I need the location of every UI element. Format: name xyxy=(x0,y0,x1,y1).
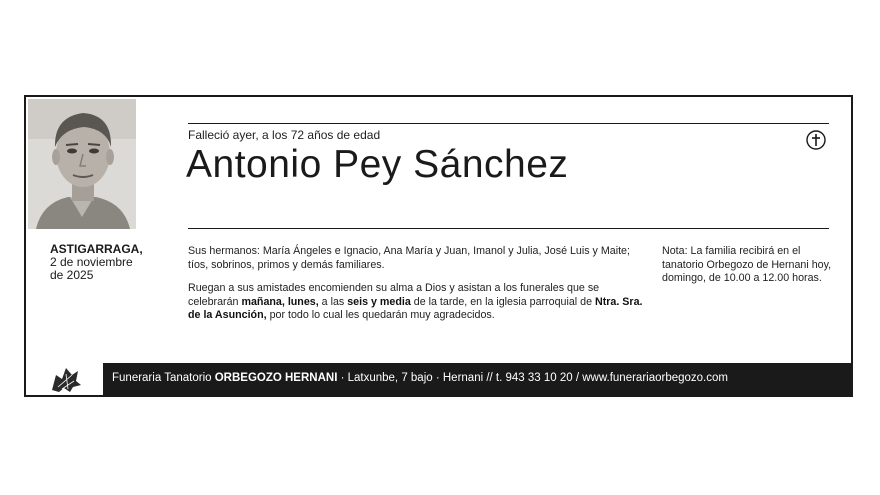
footer-prefix: Funeraria Tanatorio xyxy=(112,372,215,384)
footer-text xyxy=(112,372,728,384)
family-paragraph: Sus hermanos: María Ángeles e Ignacio, Ana María y Juan, Imanol y Julia, José Luis y Maite; tíos, sobrinos, primos y demás familiares. xyxy=(188,245,630,271)
notice-body xyxy=(188,245,648,333)
cross-icon xyxy=(806,130,826,150)
request-text-2: a las xyxy=(318,295,348,308)
request-text-4: por todo lo cual les quedarán muy agradecidos. xyxy=(266,309,495,321)
request-day: mañana, lunes, xyxy=(241,295,319,308)
deceased-name: Antonio Pey Sánchez xyxy=(186,143,569,186)
intro-text: Falleció ayer, a los 72 años de edad xyxy=(188,128,381,142)
request-time: seis y media xyxy=(347,295,411,308)
footer-details: · Latxunbe, 7 bajo · Hernani // t. 943 33 10 20 / www.funerariaorbegozo.com xyxy=(337,372,728,384)
request-text-1: Ruegan a sus amistades encomienden su alma a Dios y asistan a los funerales que se celebrarán xyxy=(188,282,600,308)
portrait-photo xyxy=(28,99,136,229)
place-name: ASTIGARRAGA, xyxy=(50,242,143,256)
visiting-note: Nota: La familia recibirá en el tanatorio Orbegozo de Hernani hoy, domingo, de 10.00 a 12.00 horas. xyxy=(662,245,832,284)
top-divider xyxy=(188,123,829,124)
request-text-3: de la tarde, en la iglesia parroquial de xyxy=(410,295,595,308)
date-line-2: de 2025 xyxy=(50,268,94,282)
date-line-1: 2 de noviembre xyxy=(50,255,133,269)
place-and-date xyxy=(50,243,143,282)
middle-divider xyxy=(188,228,829,229)
request-paragraph xyxy=(188,282,648,323)
request-church: Ntra. Sra. de la Asunción, xyxy=(188,295,643,321)
funeral-home-logo-icon xyxy=(26,363,103,395)
footer-brand: ORBEGOZO HERNANI xyxy=(214,372,338,384)
funeral-home-footer xyxy=(26,363,851,395)
obituary-card xyxy=(24,95,853,397)
